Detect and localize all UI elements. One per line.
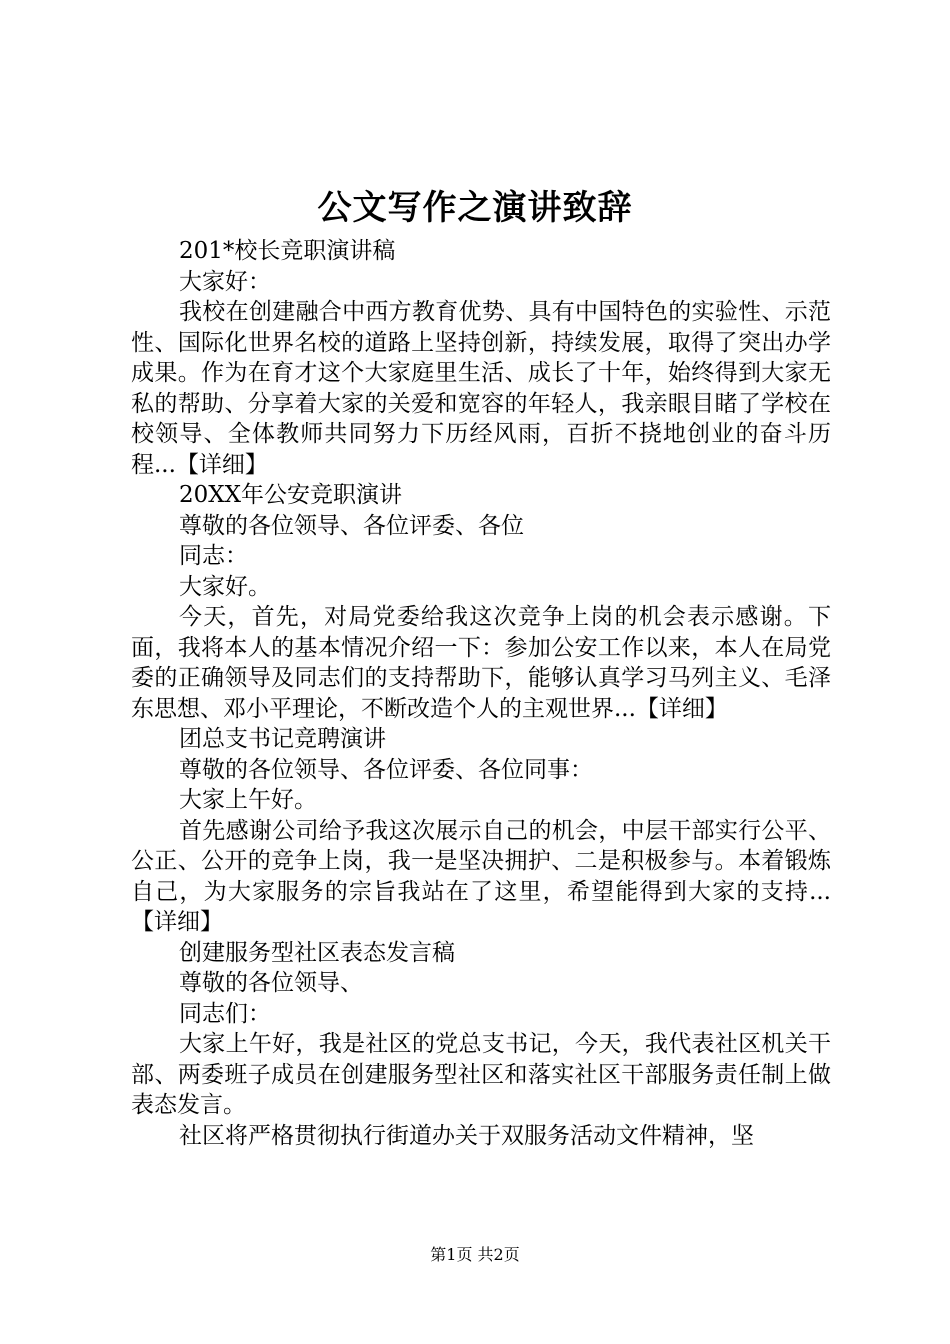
document-title: 公文写作之演讲致辞 [317, 188, 633, 228]
paragraph: 同志： [179, 543, 248, 569]
paragraph: 尊敬的各位领导、各位评委、各位同事： [179, 756, 593, 783]
paragraph: 我校在创建融合中西方教育优势、具有中国特色的实验性、示范性、国际化世界名校的道路上坚持创新，持续发展，取得了突出办学成果。作为在育才这个大家庭里生活、成长了十年，始终得到大家无私的帮助、分享着大家的关爱和宽容的年轻人，我亲眼目睹了学校在校领导、全体教师共同努力下历经风雨，百折不挠地创业的奋斗历程...【详细】 [131, 299, 831, 478]
paragraph: 20XX年公安竞职演讲 [179, 482, 403, 508]
paragraph: 今天，首先，对局党委给我这次竞争上岗的机会表示感谢。下面，我将本人的基本情况介绍一下：参加公安工作以来，本人在局党委的正确领导及同志们的支持帮助下，能够认真学习马列主义、毛泽东思想、邓小平理论，不断改造个人的主观世界...【详细】 [131, 604, 831, 722]
paragraph: 大家好： [179, 268, 271, 295]
paragraph: 创建服务型社区表态发言稿 [179, 939, 455, 966]
paragraph: 团总支书记竞聘演讲 [179, 726, 386, 752]
paragraph: 社区将严格贯彻执行街道办关于双服务活动文件精神，坚 [179, 1122, 754, 1149]
paragraph: 大家上午好。 [179, 787, 317, 813]
document-body [131, 236, 831, 1151]
paragraph: 201*校长竞职演讲稿 [179, 238, 396, 264]
paragraph: 同志们： [179, 1000, 271, 1027]
paragraph: 首先感谢公司给予我这次展示自己的机会，中层干部实行公平、公正、公开的竞争上岗，我一是坚决拥护、二是积极参与。本着锻炼自己，为大家服务的宗旨我站在了这里，希望能得到大家的支持...【详细】 [131, 817, 831, 935]
paragraph: 大家好。 [179, 573, 271, 600]
paragraph: 尊敬的各位领导、各位评委、各位 [179, 512, 524, 539]
paragraph: 尊敬的各位领导、 [179, 970, 363, 996]
paragraph: 大家上午好，我是社区的党总支书记，今天，我代表社区机关干部、两委班子成员在创建服务型社区和落实社区干部服务责任制上做表态发言。 [131, 1031, 831, 1118]
page-footer: 第1页 共2页 [430, 1245, 520, 1264]
